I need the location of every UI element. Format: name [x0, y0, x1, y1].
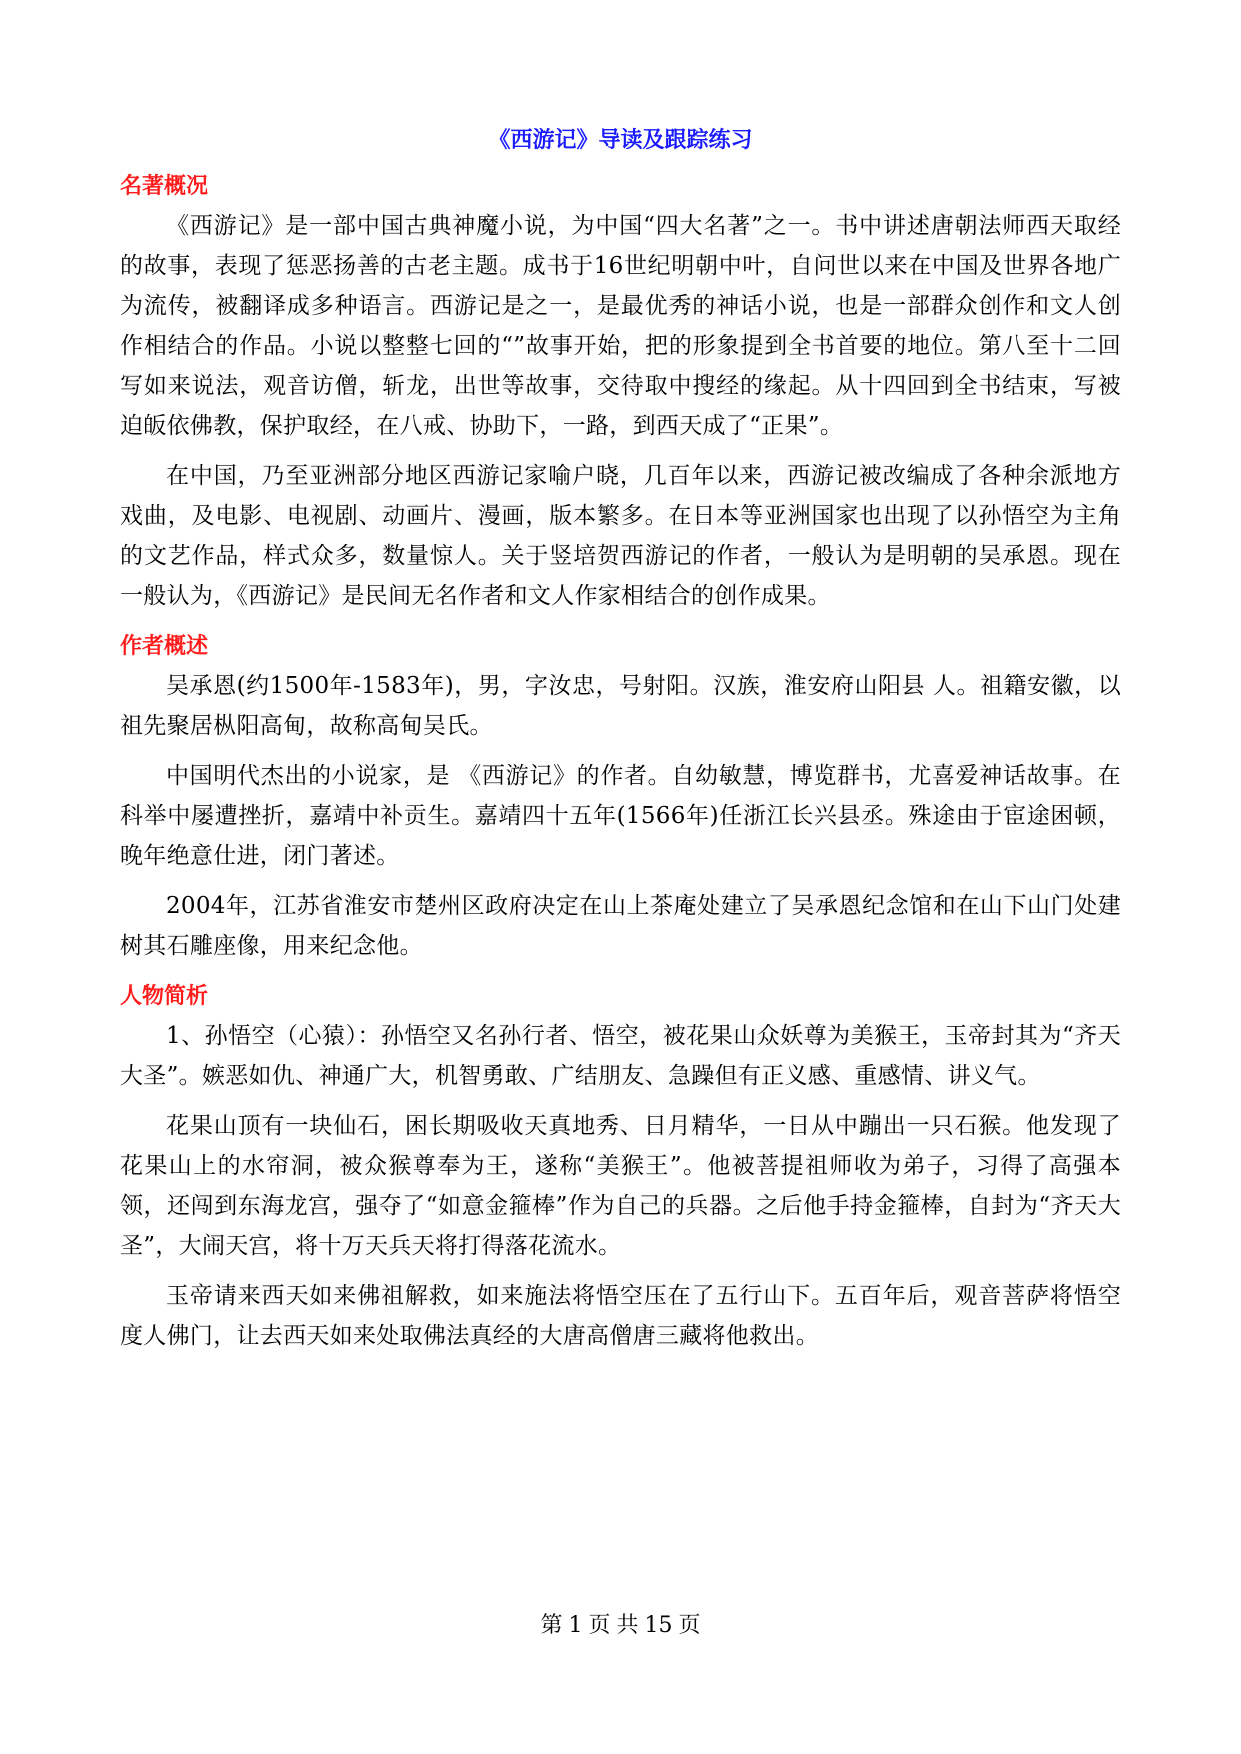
- paragraph: 《西游记》是一部中国古典神魔小说，为中国“四大名著”之一。书中讲述唐朝法师西天取经的故事，表现了惩恶扬善的古老主题。成书于16世纪明朝中叶，自问世以来在中国及世界各地广为流传，被翻译成多种语言。西游记是之一，是最优秀的神话小说，也是一部群众创作和文人创作相结合的作品。小说以整整七回的“”故事开始，把的形象提到全书首要的地位。第八至十二回写如来说法，观音访僧，斩龙，出世等故事，交待取中搜经的缘起。从十四回到全书结束，写被迫皈依佛教，保护取经，在八戒、协助下，一路，到西天成了“正果”。: [120, 213, 1121, 439]
- section-heading-characters: 人物简析: [120, 983, 209, 1009]
- paragraph: 2004年，江苏省淮安市楚州区政府决定在山上茶庵处建立了吴承恩纪念馆和在山下山门处建树其石雕座像，用来纪念他。: [120, 893, 1121, 959]
- paragraph: 1、孙悟空（心猿）：孙悟空又名孙行者、悟空，被花果山众妖尊为美猴王，玉帝封其为“齐天大圣”。嫉恶如仇、神通广大，机智勇敢、广结朋友、急躁但有正义感、重感情、讲义气。: [120, 1023, 1121, 1089]
- document-title: 《西游记》导读及跟踪练习: [488, 127, 753, 153]
- section-heading-author: 作者概述: [120, 633, 209, 659]
- paragraph: 中国明代杰出的小说家，是 《西游记》的作者。自幼敏慧，博览群书，尤喜爱神话故事。在科举中屡遭挫折，嘉靖中补贡生。嘉靖四十五年(1566年)任浙江长兴县丞。殊途由于宦途困顿，晚年绝意仕进，闭门著述。: [120, 763, 1121, 869]
- paragraph: 玉帝请来西天如来佛祖解救，如来施法将悟空压在了五行山下。五百年后，观音菩萨将悟空度人佛门，让去西天如来处取佛法真经的大唐高僧唐三藏将他救出。: [120, 1283, 1121, 1349]
- footer-page-number: 1: [568, 1613, 583, 1638]
- footer-page-prefix: 第: [540, 1613, 563, 1638]
- footer-total-pages: 15: [644, 1613, 673, 1638]
- footer-page-word: 页: [588, 1613, 611, 1638]
- document-page: [120, 120, 1121, 1366]
- page-footer: [0, 1610, 1241, 1642]
- section-heading-overview: 名著概况: [120, 173, 209, 199]
- paragraph: 吴承恩(约1500年-1583年)，男，字汝忠，号射阳。汉族，淮安府山阳县 人。祖籍安徽，以祖先聚居枞阳高甸，故称高甸吴氏。: [120, 673, 1121, 739]
- footer-total-word: 页: [678, 1613, 701, 1638]
- paragraph: 花果山顶有一块仙石，困长期吸收天真地秀、日月精华，一日从中蹦出一只石猴。他发现了花果山上的水帘洞，被众猴尊奉为王，遂称“美猴王”。他被菩提祖师收为弟子，习得了高强本领，还闯到东海龙宫，强夺了“如意金箍棒”作为自己的兵器。之后他手持金箍棒，自封为“齐天大圣”，大闹天宫，将十万天兵天将打得落花流水。: [120, 1113, 1121, 1259]
- paragraph: 在中国，乃至亚洲部分地区西游记家喻户晓，几百年以来，西游记被改编成了各种余派地方戏曲，及电影、电视剧、动画片、漫画，版本繁多。在日本等亚洲国家也出现了以孙悟空为主角的文艺作品，样式众多，数量惊人。关于竖培贺西游记的作者，一般认为是明朝的吴承恩。现在一般认为，《西游记》是民间无名作者和文人作家相结合的创作成果。: [120, 463, 1121, 609]
- footer-total-prefix: 共: [616, 1613, 639, 1638]
